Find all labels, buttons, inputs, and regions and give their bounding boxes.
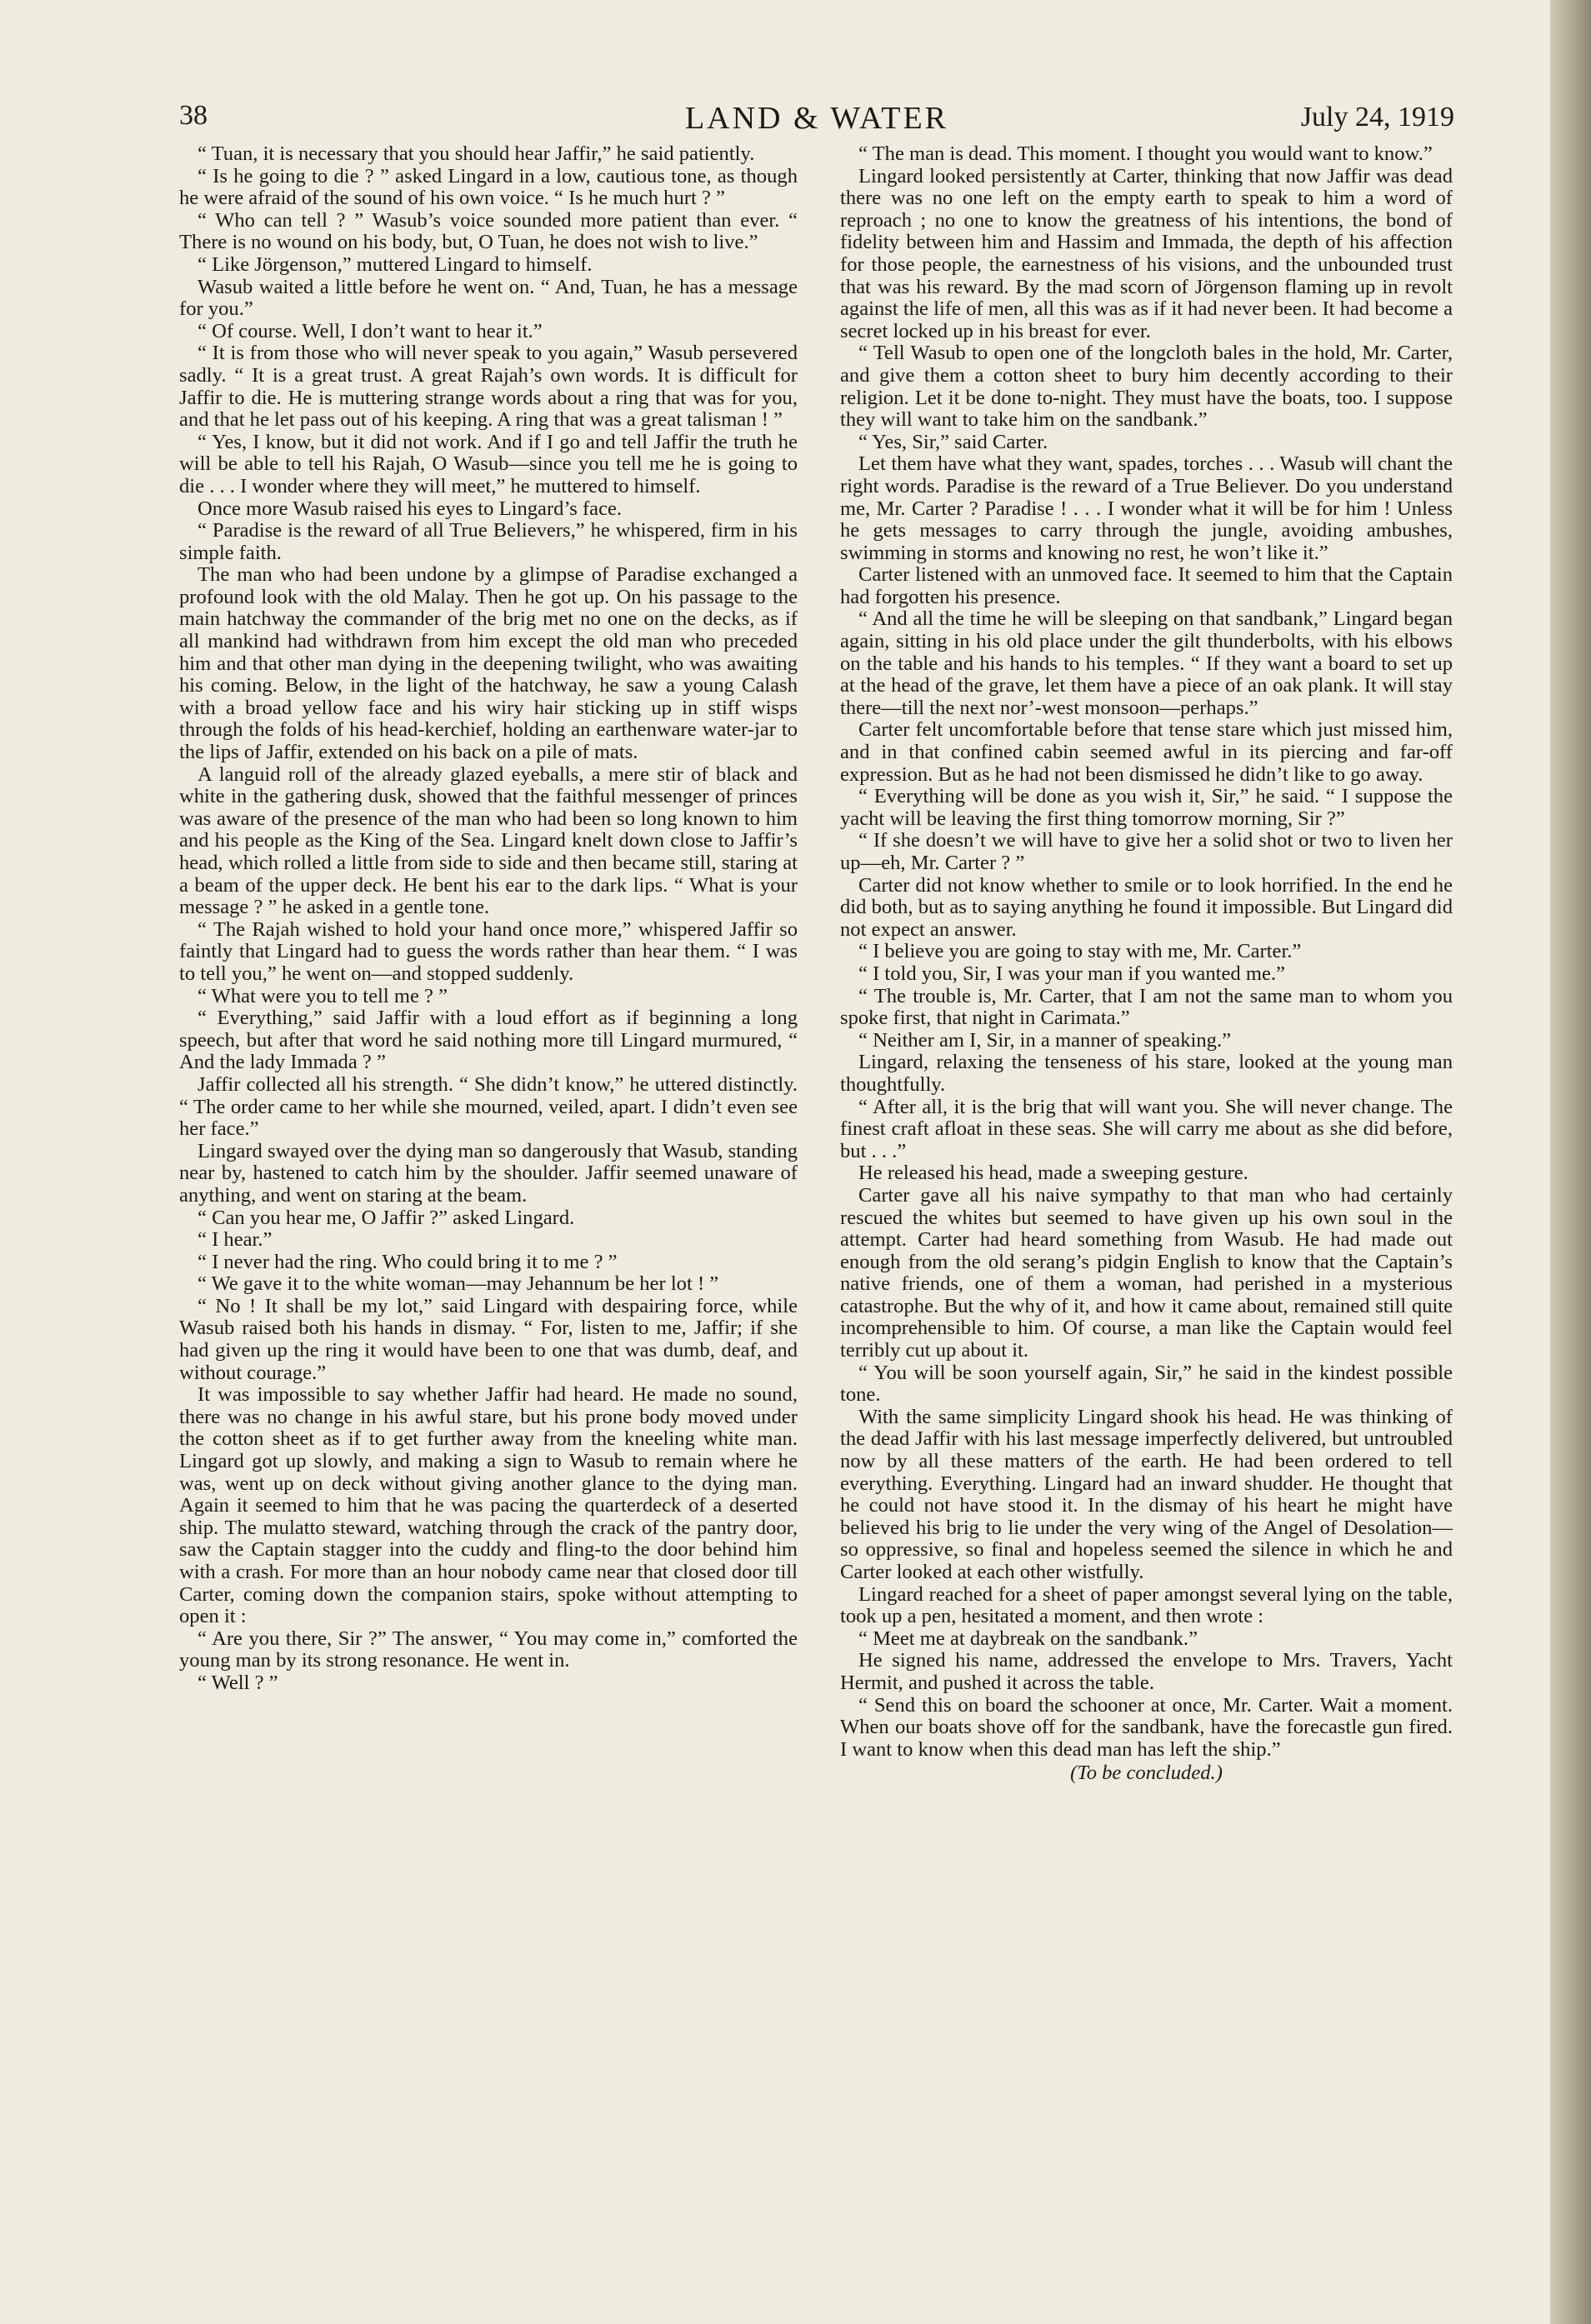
paragraph: Lingard, relaxing the tenseness of his stare, looked at the young man thoughtfully. (840, 1051, 1453, 1096)
paragraph: Wasub waited a little before he went on. “ And, Tuan, he has a message for you.” (179, 275, 798, 321)
paragraph: Lingard reached for a sheet of paper amongst several lying on the table, took up a pen, hesitated a moment, and then wrote : (840, 1582, 1453, 1628)
paragraph: “ I believe you are going to stay with me, Mr. Carter.” (858, 940, 1302, 963)
to-be-concluded: (To be concluded.) (1070, 1762, 1223, 1785)
paragraph: “ Paradise is the reward of all True Believers,” he whispered, firm in his simple faith. (179, 519, 798, 564)
paragraph: Lingard swayed over the dying man so dangerously that Wasub, standing near by, hastened to catch him by the shoulder. Jaffir seemed unaware of anything, and went on staring at the beam. (179, 1139, 798, 1207)
paragraph: “ Everything,” said Jaffir with a loud effort as if beginning a long speech, but after that word he said nothing more till Lingard murmured, “ And the lady Immada ? ” (179, 1007, 798, 1074)
issue-date: July 24, 1919 (1300, 102, 1454, 132)
paragraph: It was impossible to say whether Jaffir had heard. He made no sound, there was no change in his awful stare, but his prone body moved under the cotton sheet as if to get further away from the kneeling white man. Lingard got up slowly, and making a sign to Wasub to remain where he was, went up on deck without giving another glance to the dying man. Again it seemed to him that he was pacing the quarterdeck of a deserted ship. The mulatto steward, watching through the crack of the pantry door, saw the Captain stagger into the cuddy and fling-to the door behind him with a crash. For more than an hour nobody came near that closed door till Carter, coming down the companion stairs, spoke without attempting to open it : (179, 1383, 798, 1628)
paragraph: “ Of course. Well, I don’t want to hear it.” (198, 319, 543, 342)
paragraph: “ Neither am I, Sir, in a manner of speaking.” (858, 1028, 1232, 1052)
paragraph: A languid roll of the already glazed eyeballs, a mere stir of black and white in the gathering dusk, showed that the faithful messenger of princes was aware of the presence of the man who had been so long known to him and his people as the King of the Sea. Lingard knelt down close to Jaffir’s head, which rolled a little from side to side and then became still, staring at a beam of the upper deck. He bent his ear to the dark lips. “ What is your message ? ” he asked in a gentle tone. (179, 762, 798, 919)
paragraph: He released his head, made a sweeping gesture. (858, 1162, 1248, 1185)
page-edge (1550, 0, 1591, 2324)
paragraph: “ Like Jörgenson,” muttered Lingard to himself. (198, 252, 593, 276)
paragraph: “ What were you to tell me ? ” (198, 984, 448, 1007)
paragraph: “ We gave it to the white woman—may Jehannum be her lot ! ” (198, 1272, 719, 1296)
paragraph: Jaffir collected all his strength. “ She didn’t know,” he uttered distinctly. “ The order came to her while she mourned, veiled, apart. I didn’t even see her face.” (179, 1072, 798, 1141)
left-column (179, 143, 798, 1695)
paragraph: Carter gave all his naive sympathy to that man who had certainly rescued the whites but seemed to have given up his own soul in the attempt. Carter had heard something from Wasub. He had made out enough from the old serang’s pidgin English to know that the Captain’s native friends, one of them a woman, had perished in a mysterious catastrophe. But the why of it, and how it came about, remained still quite incomprehensible to him. Of course, a man like the Captain would feel terribly cut up about it. (840, 1183, 1453, 1362)
paragraph: Carter felt uncomfortable before that tense stare which just missed him, and in that confined cabin seemed awful in its piercing and far-off expression. But as he had not been dismissed he didn’t like to go away. (840, 718, 1453, 786)
paragraph: “ And all the time he will be sleeping on that sandbank,” Lingard began again, sitting in his old place under the gilt thunderbolts, with his elbows on the table and his hands to his temples. “ If they want a board to set up at the head of the grave, let them have a piece of an oak plank. It will stay there—till the next nor’-west monsoon—perhaps.” (840, 607, 1453, 719)
paragraph: “ No ! It shall be my lot,” said Lingard with despairing force, while Wasub raised both his hands in dismay. “ For, listen to me, Jaffir; if she had given up the ring it would have been to one that was dumb, deaf, and without courage.” (179, 1294, 798, 1384)
paragraph: The man who had been undone by a glimpse of Paradise exchanged a profound look with the old Malay. Then he got up. On his passage to the main hatchway the commander of the brig met no one on the decks, as if all mankind had withdrawn from him except the old man who preceded him and that other man dying in the deepening twilight, who was awaiting his coming. Below, in the light of the hatchway, he saw a young Calash with a broad yellow face and his wiry hair sticking up in stiff wisps through the folds of his head-kerchief, holding an earthenware water-jar to the lips of Jaffir, extended on his back on a pile of mats. (179, 563, 798, 764)
paragraph: Lingard looked persistently at Carter, thinking that now Jaffir was dead there was no one left on the empty earth to speak to him a word of reproach ; no one to know the greatness of his intentions, the bond of fidelity between him and Hassim and Immada, the depth of his affection for those people, the earnestness of his visions, and the unbounded trust that was his reward. By the mad scorn of Jörgenson flaming up in revolt against the life of men, all this was as if it had never been. It had become a secret locked up in his breast for ever. (840, 164, 1453, 342)
paragraph: Let them have what they want, spades, torches . . . Wasub will chant the right words. Paradise is the reward of a True Believer. Do you understand me, Mr. Carter ? Paradise ! . . . I wonder what it will be for him ! Unless he gets messages to carry through the jungle, avoiding ambushes, swimming in storms and knowing no rest, he won’t like it.” (840, 452, 1453, 564)
paragraph: “ The trouble is, Mr. Carter, that I am not the same man to whom you spoke first, that night in Carimata.” (840, 984, 1453, 1030)
paragraph: Carter did not know whether to smile or to look horrified. In the end he did both, but as to saying anything he found it impossible. But Lingard did not expect an answer. (840, 873, 1453, 941)
paragraph: He signed his name, addressed the envelope to Mrs. Travers, Yacht Hermit, and pushed it across the table. (840, 1649, 1453, 1694)
page-number: 38 (179, 100, 208, 131)
paragraph: “ I hear.” (198, 1228, 273, 1252)
paragraph: “ Tell Wasub to open one of the longcloth bales in the hold, Mr. Carter, and give them a cotton sheet to bury him decently according to their religion. Let it be done to-night. They must have the boats, too. I suppose they will want to take him on the sandbank.” (840, 342, 1453, 432)
paragraph: “ You will be soon yourself again, Sir,” he said in the kindest possible tone. (840, 1361, 1453, 1407)
paragraph: “ I told you, Sir, I was your man if you wanted me.” (858, 962, 1285, 985)
paragraph: “ The Rajah wished to hold your hand once more,” whispered Jaffir so faintly that Lingard had to guess the words rather than hear them. “ I was to tell you,” he went on—and stopped suddenly. (179, 917, 798, 985)
paragraph: Once more Wasub raised his eyes to Lingard’s face. (198, 497, 623, 520)
paragraph: “ Yes, I know, but it did not work. And if I go and tell Jaffir the truth he will be able to tell his Rajah, O Wasub—since you tell me he is going to die . . . I wonder where they will meet,” he muttered to himself. (179, 430, 798, 497)
paragraph: “ The man is dead. This moment. I thought you would want to know.” (858, 142, 1433, 165)
paragraph: “ After all, it is the brig that will want you. She will never change. The finest craft afloat in these seas. She will carry me about as she did before, but . . .” (840, 1095, 1453, 1162)
paragraph: “ Send this on board the schooner at once, Mr. Carter. Wait a moment. When our boats shove off for the sandbank, have the forecastle gun fired. I want to know when this dead man has left the ship.” (840, 1693, 1453, 1761)
paragraph: “ Everything will be done as you wish it, Sir,” he said. “ I suppose the yacht will be leaving the first thing tomorrow morning, Sir ?” (840, 785, 1453, 830)
paragraph: With the same simplicity Lingard shook his head. He was thinking of the dead Jaffir with his last message imperfectly delivered, but untroubled now by all these matters of the earth. He had been ordered to tell everything. Everything. Lingard had an inward shudder. He thought that he could not have stood it. In the dismay of his heart he might have believed his brig to lie under the very wing of the Angel of Desolation—so oppressive, so final and hopeless seemed the silence in which he and Carter looked at each other wistfully. (840, 1405, 1453, 1583)
masthead: LAND & WATER (684, 101, 949, 136)
paragraph: “ Is he going to die ? ” asked Lingard in a low, cautious tone, as though he were afraid of the sound of his own voice. “ Is he much hurt ? ” (179, 164, 798, 210)
paragraph: “ Can you hear me, O Jaffir ?” asked Lingard. (198, 1206, 575, 1229)
right-column (840, 143, 1453, 1785)
paragraph: Carter listened with an unmoved face. It seemed to him that the Captain had forgotten his presence. (840, 563, 1453, 608)
paragraph: “ If she doesn’t we will have to give her a solid shot or two to liven her up—eh, Mr. Carter ? ” (840, 829, 1453, 874)
paragraph: “ Well ? ” (198, 1671, 278, 1694)
paragraph: “ I never had the ring. Who could bring it to me ? ” (198, 1250, 618, 1273)
paragraph: “ Are you there, Sir ?” The answer, “ You may come in,” comforted the young man by its strong resonance. He went in. (179, 1627, 798, 1672)
paragraph: “ Yes, Sir,” said Carter. (858, 430, 1048, 453)
paragraph: “ Tuan, it is necessary that you should hear Jaffir,” he said patiently. (198, 142, 755, 165)
paragraph: “ It is from those who will never speak to you again,” Wasub persevered sadly. “ It is a great trust. A great Rajah’s own words. It is difficult for Jaffir to die. He is muttering strange words about a ring that was for you, and that he let pass out of his keeping. A ring that was a great talisman ! ” (179, 342, 798, 432)
paragraph: “ Who can tell ? ” Wasub’s voice sounded more patient than ever. “ There is no wound on his body, but, O Tuan, he does not wish to live.” (179, 208, 798, 254)
paragraph: “ Meet me at daybreak on the sandbank.” (858, 1627, 1198, 1650)
